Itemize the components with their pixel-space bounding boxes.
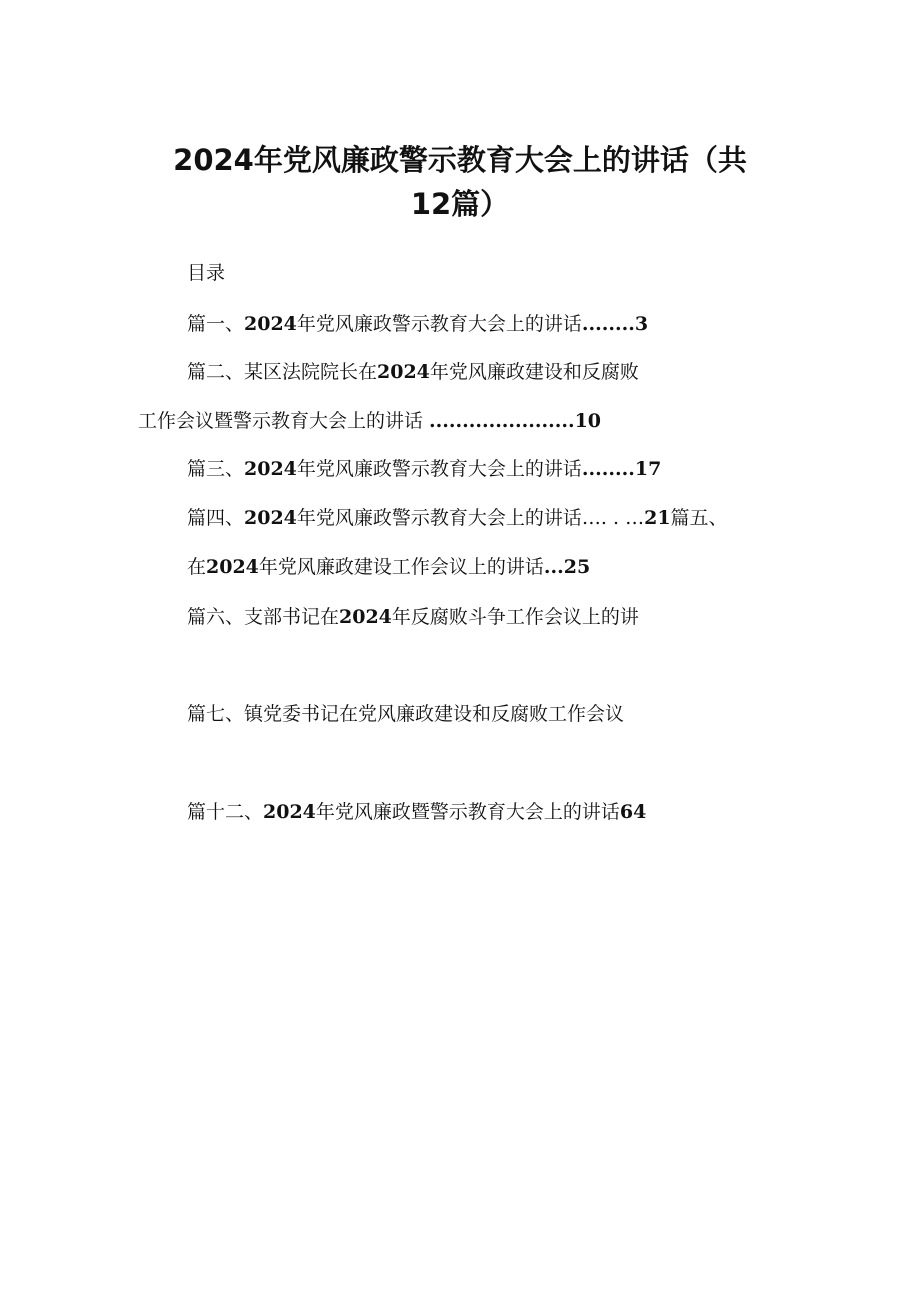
toc-entry-page: 25 — [563, 556, 591, 578]
toc-entry-page: 17 — [634, 458, 662, 480]
toc-entry-page: 3 — [634, 313, 649, 335]
toc-entry-text: 年党风廉政暨警示教育大会上的讲话 — [315, 801, 620, 823]
toc-entry-leader: ........ — [581, 313, 635, 335]
document-title-line-1: 2024年党风廉政警示教育大会上的讲话（共 — [173, 143, 747, 177]
toc-entry-2-line-2[interactable] — [138, 406, 601, 436]
toc-entry-year: 2024 — [244, 313, 297, 335]
toc-entry-page: 64 — [619, 801, 647, 823]
toc-entry-text: 年党风廉政警示教育大会上的讲话 — [296, 507, 582, 529]
toc-entry-prefix: 在 — [187, 556, 207, 578]
toc-entry-leader: ...................... — [429, 410, 575, 432]
toc-heading: 目录 — [187, 262, 226, 284]
toc-entry-leader: …. . … — [581, 507, 645, 529]
toc-entry-text: 年党风廉政建设和反腐败 — [429, 361, 639, 383]
toc-entry-prefix: 篇三、 — [187, 458, 245, 480]
toc-entry-text: 工作会议暨警示教育大会上的讲话 — [138, 410, 430, 432]
toc-entry-prefix: 篇二、某区法院院长在 — [187, 361, 378, 383]
toc-entry-tail: 篇五、 — [670, 507, 728, 529]
toc-entry-prefix: 篇一、 — [187, 313, 245, 335]
toc-entry-prefix: 篇六、支部书记在 — [187, 606, 340, 628]
toc-entry-prefix: 篇十二、 — [187, 801, 264, 823]
toc-entry-2-line-1[interactable] — [187, 357, 639, 387]
toc-entry-6[interactable] — [187, 602, 639, 632]
toc-entry-text: 年党风廉政警示教育大会上的讲话 — [296, 458, 582, 480]
toc-entry-year: 2024 — [377, 361, 430, 383]
toc-entry-3[interactable] — [187, 454, 661, 484]
toc-entry-page: 10 — [574, 410, 602, 432]
toc-entry-4[interactable] — [187, 503, 728, 533]
toc-entry-text: 年党风廉政警示教育大会上的讲话 — [296, 313, 582, 335]
toc-entry-year: 2024 — [263, 801, 316, 823]
toc-entry-year: 2024 — [339, 606, 392, 628]
toc-entry-prefix: 篇七、镇党委书记在党风廉政建设和反腐败工作会议 — [187, 703, 625, 725]
toc-entry-year: 2024 — [206, 556, 259, 578]
toc-entry-text: 年党风廉政建设工作会议上的讲话 — [258, 556, 544, 578]
toc-entry-year: 2024 — [244, 458, 297, 480]
toc-entry-leader: ........ — [581, 458, 635, 480]
toc-entry-1[interactable] — [187, 309, 648, 339]
toc-entry-text: 年反腐败斗争工作会议上的讲 — [391, 606, 639, 628]
toc-entry-leader: ... — [543, 556, 564, 578]
toc-entry-7[interactable] — [187, 699, 624, 729]
toc-entry-year: 2024 — [244, 507, 297, 529]
toc-entry-prefix: 篇四、 — [187, 507, 245, 529]
toc-entry-5[interactable] — [187, 552, 590, 582]
toc-entry-12[interactable] — [187, 797, 646, 827]
toc-entry-page: 21 — [644, 507, 671, 529]
document-title-line-2: 12篇） — [410, 187, 510, 221]
